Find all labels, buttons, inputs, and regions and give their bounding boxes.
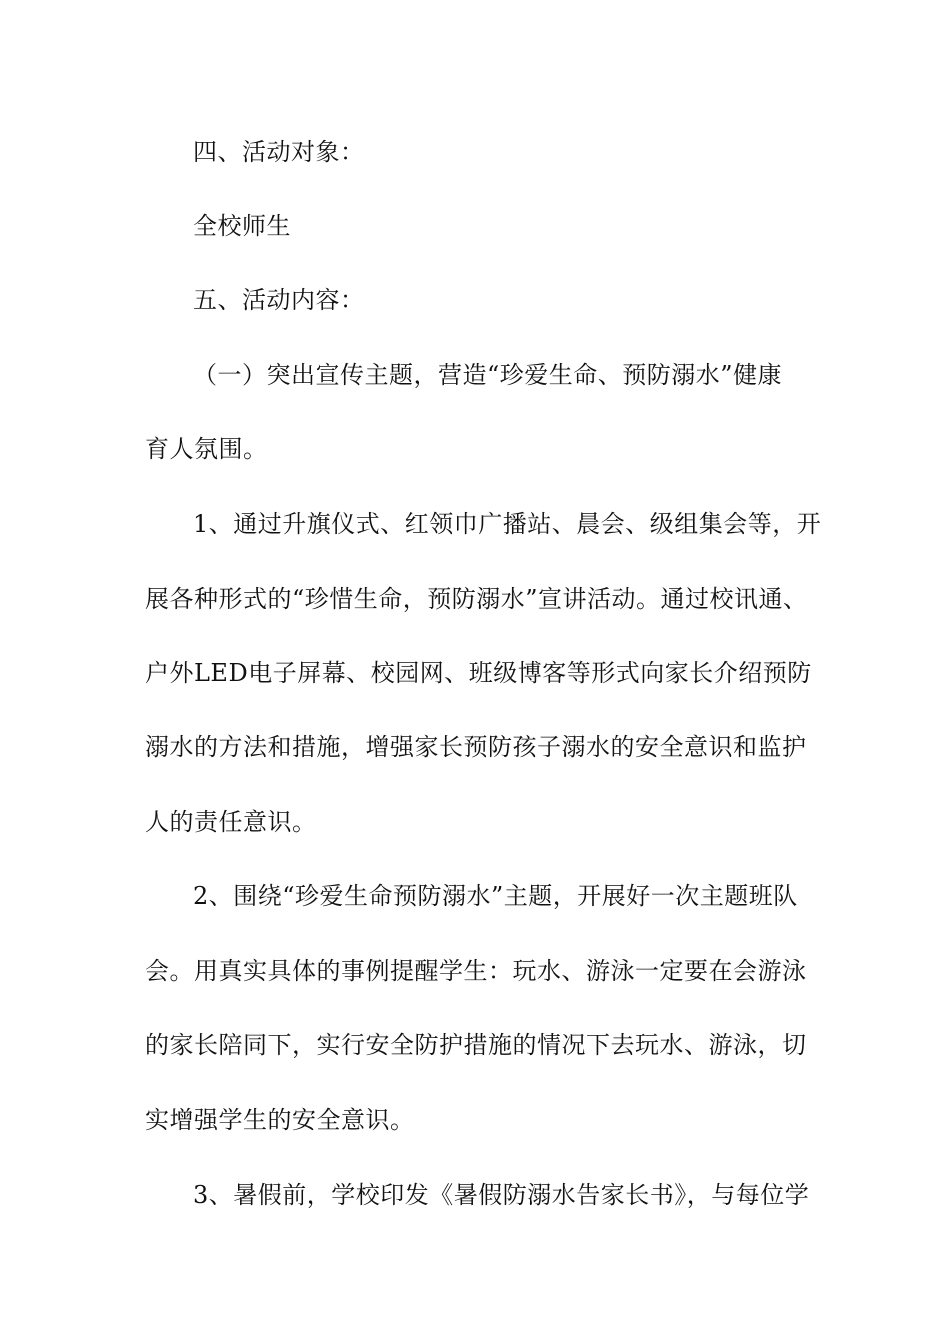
audience-text: 全校师生 (193, 212, 291, 240)
subsection-heading-line-1: （一）突出宣传主题，营造“珍爱生命、预防溺水”健康 (193, 361, 783, 389)
paragraph-2-line-1: 2、围绕“珍爱生命预防溺水”主题，开展好一次主题班队 (193, 882, 798, 910)
paragraph-1-line-3: 户外LED电子屏幕、校园网、班级博客等形式向家长介绍预防 (145, 659, 812, 687)
paragraph-1-line-5: 人的责任意识。 (145, 808, 317, 836)
section-heading-content: 五、活动内容： (193, 286, 365, 314)
paragraph-2-line-4: 实增强学生的安全意识。 (145, 1106, 415, 1134)
subsection-heading-line-2: 育人氛围。 (145, 435, 268, 463)
paragraph-1-line-1: 1、通过升旗仪式、红领巾广播站、晨会、级组集会等，开 (193, 510, 822, 538)
paragraph-1-line-4: 溺水的方法和措施，增强家长预防孩子溺水的安全意识和监护 (145, 733, 807, 761)
paragraph-2-line-3: 的家长陪同下，实行安全防护措施的情况下去玩水、游泳，切 (145, 1031, 807, 1059)
paragraph-2-line-2: 会。用真实具体的事例提醒学生：玩水、游泳一定要在会游泳 (145, 957, 807, 985)
paragraph-1-line-2: 展各种形式的“珍惜生命，预防溺水”宣讲活动。通过校讯通、 (145, 585, 808, 613)
paragraph-3-line-1: 3、暑假前，学校印发《暑假防溺水告家长书》，与每位学 (193, 1181, 810, 1209)
section-heading-audience: 四、活动对象： (193, 138, 365, 166)
